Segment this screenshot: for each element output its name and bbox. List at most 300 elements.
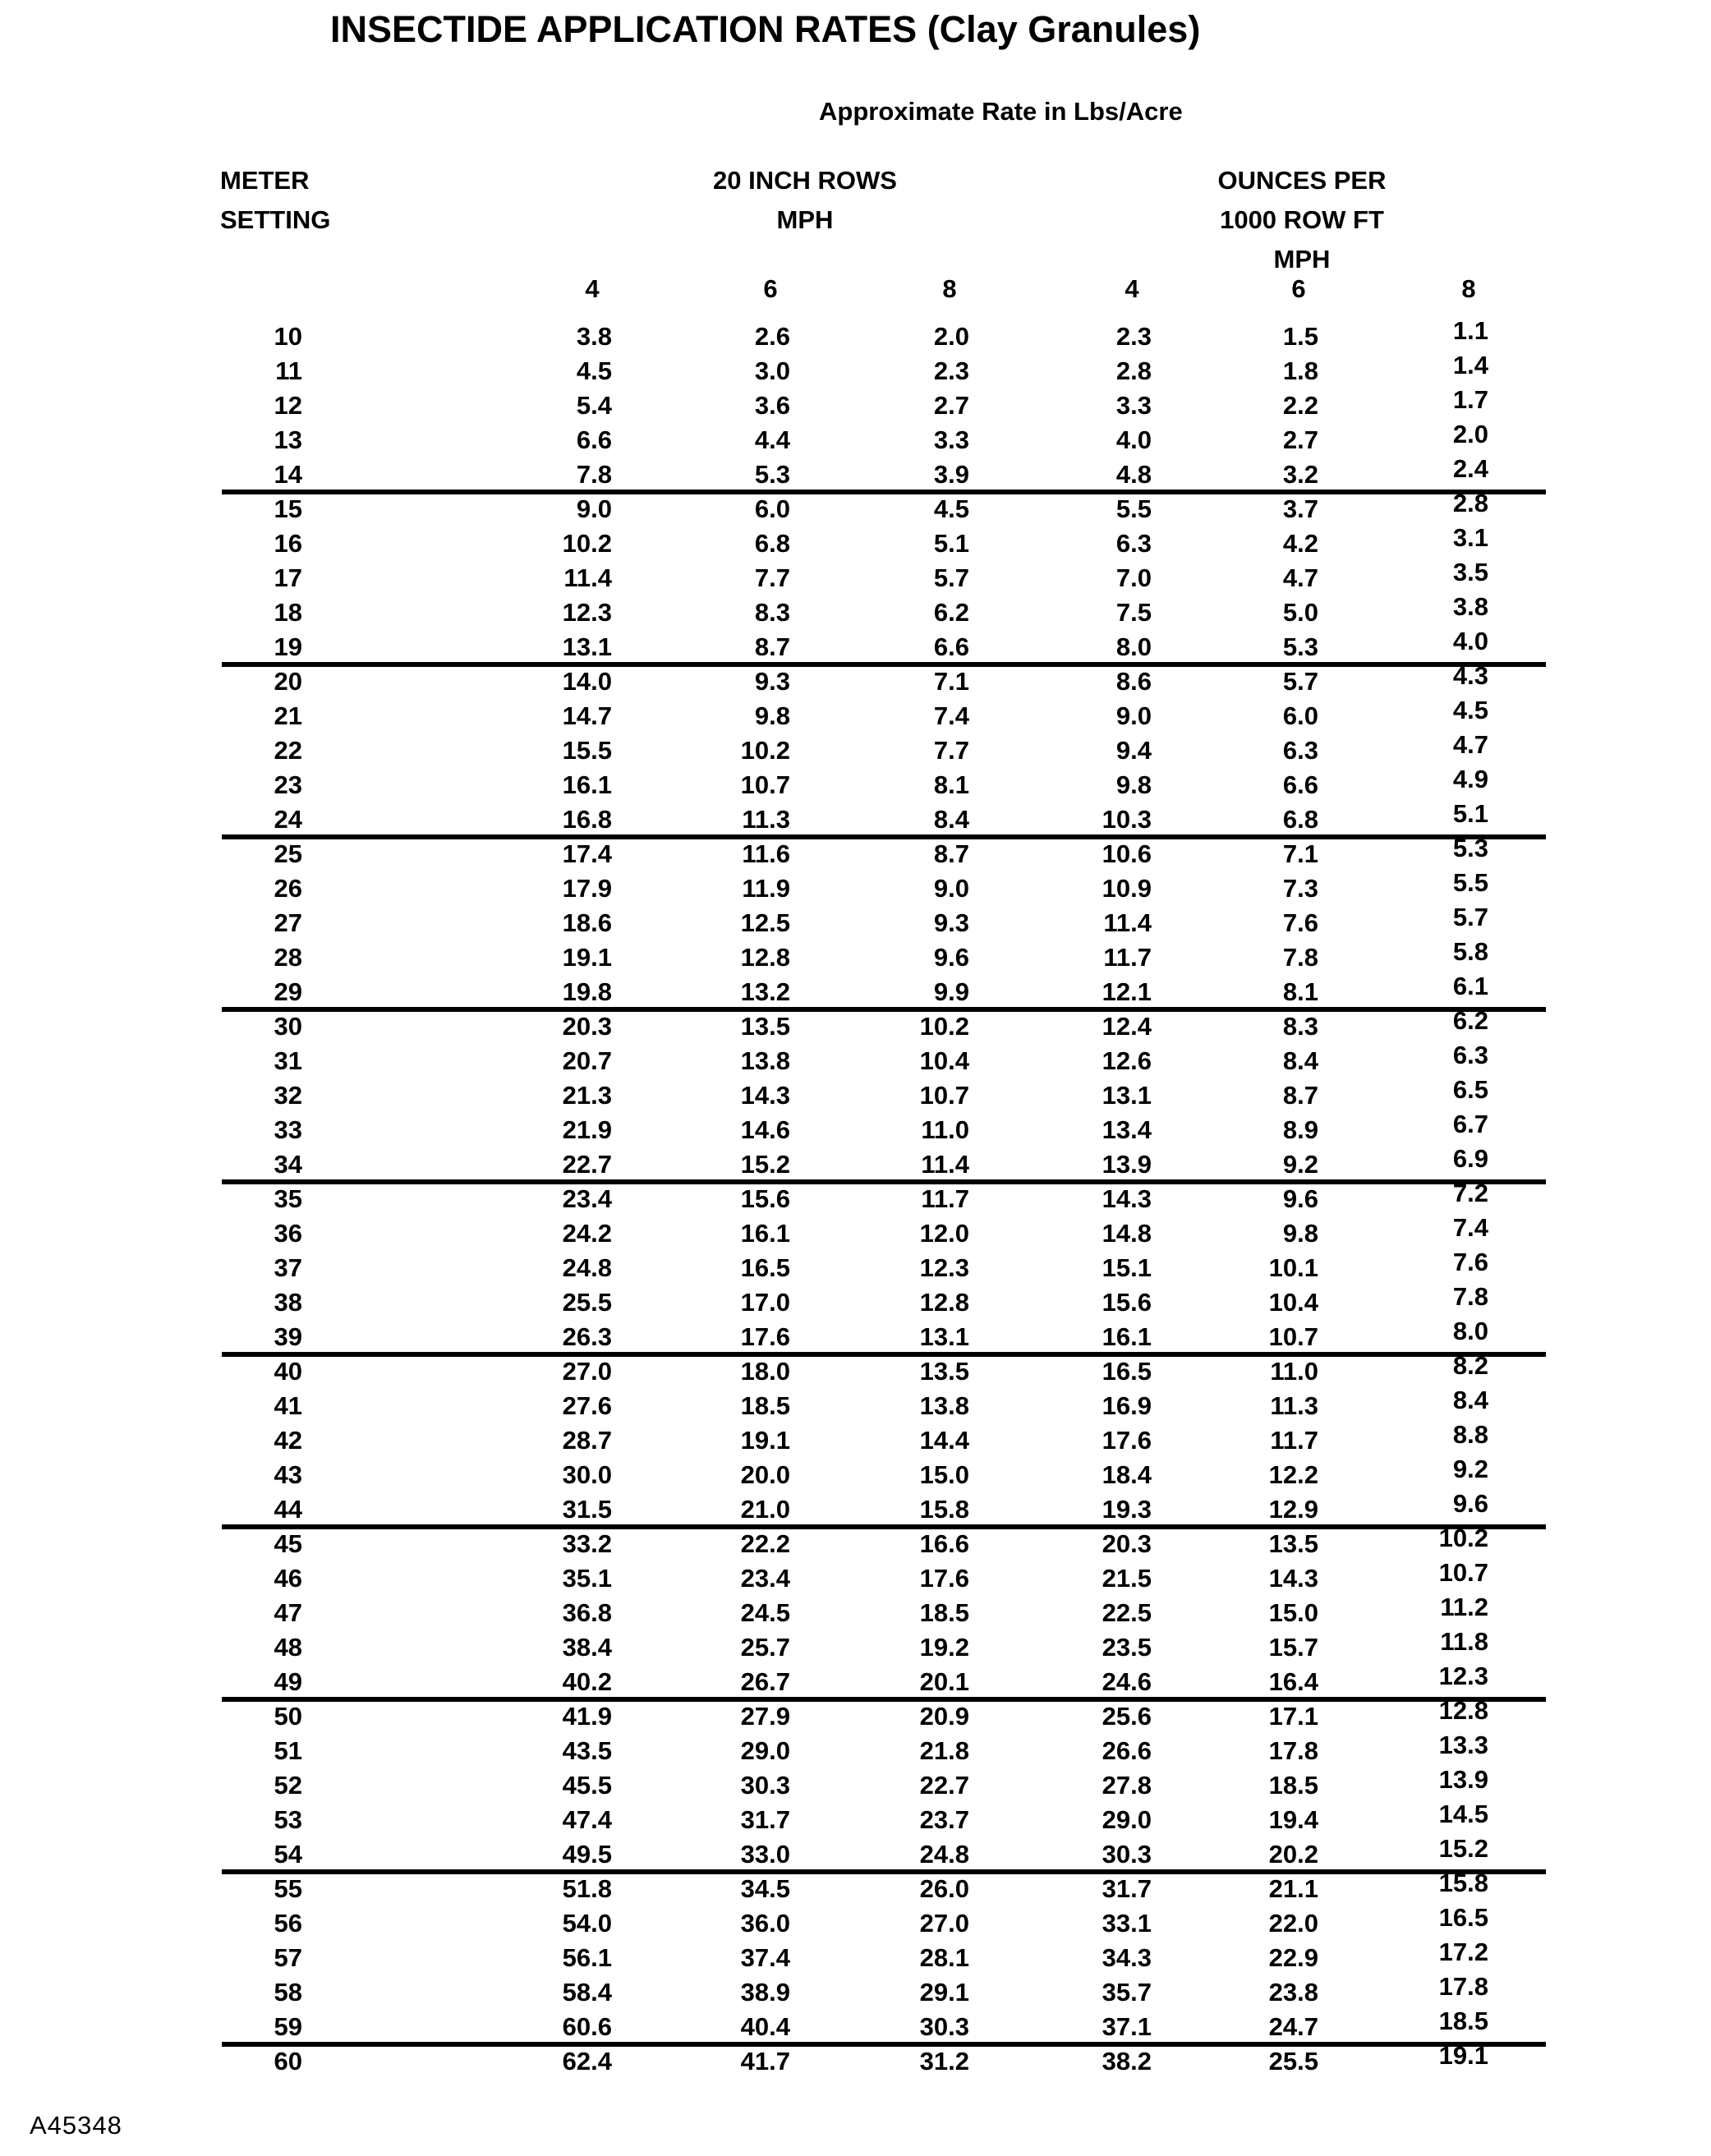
rate-value-cell: 62.4 xyxy=(562,2047,612,2076)
rate-value-cell: 18.0 xyxy=(740,1357,790,1386)
rate-value-cell: 12.8 xyxy=(1438,1696,1488,1725)
rate-value-cell: 5.7 xyxy=(933,563,969,592)
rate-value-cell: 3.0 xyxy=(754,356,790,385)
meter-setting-cell: 15 xyxy=(274,494,302,523)
rate-value-cell: 9.3 xyxy=(754,667,790,696)
meter-setting-cell: 45 xyxy=(274,1529,302,1558)
meter-setting-cell: 49 xyxy=(274,1667,302,1696)
rate-value-cell: 4.5 xyxy=(933,494,969,523)
rate-value-cell: 6.0 xyxy=(1282,701,1318,730)
rate-value-cell: 8.0 xyxy=(1452,1317,1488,1345)
meter-setting-cell: 52 xyxy=(274,1771,302,1800)
group2-header-line2: 1000 ROW FT xyxy=(1220,205,1384,234)
rate-value-cell: 5.3 xyxy=(754,460,790,489)
rate-value-cell: 22.7 xyxy=(562,1150,612,1179)
rate-value-cell: 7.5 xyxy=(1115,598,1152,627)
rate-value-cell: 2.8 xyxy=(1452,489,1488,517)
rate-value-cell: 11.3 xyxy=(1270,1391,1318,1420)
rate-value-cell: 12.8 xyxy=(740,943,790,972)
rate-value-cell: 5.0 xyxy=(1282,598,1318,627)
rate-value-cell: 6.1 xyxy=(1452,972,1488,1000)
rate-value-cell: 10.2 xyxy=(1438,1524,1488,1552)
speed-header-mph-6-oz: 6 xyxy=(1291,274,1306,303)
group1-header-line2: MPH xyxy=(776,205,834,234)
rate-value-cell: 18.5 xyxy=(740,1391,790,1420)
meter-setting-cell: 38 xyxy=(274,1288,302,1317)
meter-setting-cell: 46 xyxy=(274,1564,302,1593)
rate-value-cell: 2.8 xyxy=(1115,356,1152,385)
rate-value-cell: 19.2 xyxy=(919,1633,969,1662)
rate-value-cell: 12.6 xyxy=(1102,1046,1152,1075)
rate-value-cell: 8.1 xyxy=(933,770,969,799)
rate-value-cell: 4.5 xyxy=(576,356,612,385)
rate-value-cell: 8.7 xyxy=(754,632,790,661)
rate-value-cell: 16.8 xyxy=(562,805,612,834)
rate-value-cell: 37.1 xyxy=(1102,2012,1152,2041)
rate-value-cell: 10.7 xyxy=(1438,1558,1488,1587)
rate-value-cell: 9.2 xyxy=(1282,1150,1318,1179)
table-subtitle: Approximate Rate in Lbs/Acre xyxy=(819,97,1183,126)
rate-value-cell: 30.0 xyxy=(562,1460,612,1489)
rate-value-cell: 19.3 xyxy=(1102,1495,1152,1524)
rate-value-cell: 14.8 xyxy=(1102,1219,1152,1248)
rate-value-cell: 4.0 xyxy=(1452,627,1488,655)
rate-value-cell: 13.4 xyxy=(1102,1115,1152,1144)
rate-value-cell: 9.6 xyxy=(1282,1184,1318,1213)
rate-value-cell: 38.2 xyxy=(1102,2047,1152,2076)
rate-value-cell: 6.8 xyxy=(1282,805,1318,834)
rate-value-cell: 6.9 xyxy=(1452,1144,1488,1173)
meter-setting-cell: 26 xyxy=(274,874,302,903)
rate-value-cell: 4.5 xyxy=(1452,696,1488,724)
document-code: A45348 xyxy=(30,2111,122,2140)
rate-value-cell: 58.4 xyxy=(562,1978,612,2007)
rate-value-cell: 13.1 xyxy=(919,1322,969,1351)
rate-value-cell: 12.2 xyxy=(1268,1460,1318,1489)
rate-value-cell: 12.4 xyxy=(1102,1012,1152,1041)
rate-value-cell: 24.5 xyxy=(740,1598,790,1627)
meter-setting-cell: 18 xyxy=(274,598,302,627)
meter-setting-cell: 47 xyxy=(274,1598,302,1627)
rate-value-cell: 7.7 xyxy=(933,736,969,765)
meter-setting-cell: 44 xyxy=(274,1495,302,1524)
rate-value-cell: 8.7 xyxy=(1282,1081,1318,1110)
rate-value-cell: 13.2 xyxy=(740,977,790,1006)
rate-value-cell: 15.7 xyxy=(1268,1633,1318,1662)
rate-value-cell: 22.2 xyxy=(740,1529,790,1558)
meter-setting-cell: 57 xyxy=(274,1943,302,1972)
rate-value-cell: 8.0 xyxy=(1115,632,1152,661)
rate-value-cell: 14.7 xyxy=(562,701,612,730)
rate-value-cell: 6.6 xyxy=(933,632,969,661)
rate-value-cell: 13.8 xyxy=(919,1391,969,1420)
rate-value-cell: 2.0 xyxy=(1452,420,1488,448)
rate-value-cell: 23.5 xyxy=(1102,1633,1152,1662)
rate-value-cell: 20.3 xyxy=(1102,1529,1152,1558)
rate-value-cell: 25.7 xyxy=(740,1633,790,1662)
rate-value-cell: 29.0 xyxy=(740,1736,790,1765)
rate-value-cell: 6.0 xyxy=(754,494,790,523)
rate-value-cell: 12.0 xyxy=(919,1219,969,1248)
meter-setting-cell: 37 xyxy=(274,1253,302,1282)
rate-value-cell: 11.6 xyxy=(742,839,790,868)
rate-value-cell: 5.8 xyxy=(1452,937,1488,966)
rate-value-cell: 27.0 xyxy=(562,1357,612,1386)
rate-value-cell: 35.7 xyxy=(1102,1978,1152,2007)
rate-value-cell: 38.4 xyxy=(562,1633,612,1662)
rate-value-cell: 16.9 xyxy=(1102,1391,1152,1420)
meter-setting-cell: 32 xyxy=(274,1081,302,1110)
meter-setting-cell: 41 xyxy=(274,1391,302,1420)
rate-value-cell: 14.6 xyxy=(740,1115,790,1144)
rate-value-cell: 10.7 xyxy=(1268,1322,1318,1351)
rate-value-cell: 10.7 xyxy=(919,1081,969,1110)
rate-value-cell: 15.6 xyxy=(740,1184,790,1213)
rate-value-cell: 7.3 xyxy=(1282,874,1318,903)
rate-value-cell: 22.5 xyxy=(1102,1598,1152,1627)
meter-header-line1: METER xyxy=(220,166,310,195)
table-body xyxy=(222,316,1546,2079)
meter-setting-cell: 29 xyxy=(274,977,302,1006)
rate-value-cell: 5.3 xyxy=(1452,834,1488,862)
rate-value-cell: 20.3 xyxy=(562,1012,612,1041)
rate-value-cell: 23.4 xyxy=(740,1564,790,1593)
rate-value-cell: 7.1 xyxy=(1282,839,1318,868)
rate-value-cell: 21.1 xyxy=(1268,1874,1318,1903)
speed-header-mph-6-lbs: 6 xyxy=(763,274,778,303)
rate-value-cell: 2.6 xyxy=(754,322,790,351)
meter-setting-cell: 24 xyxy=(274,805,302,834)
rate-value-cell: 24.8 xyxy=(919,1840,969,1869)
meter-setting-cell: 35 xyxy=(274,1184,302,1213)
rate-value-cell: 14.3 xyxy=(1268,1564,1318,1593)
rate-value-cell: 9.4 xyxy=(1115,736,1152,765)
rate-value-cell: 25.5 xyxy=(1268,2047,1318,2076)
rate-value-cell: 21.8 xyxy=(919,1736,969,1765)
rate-value-cell: 15.5 xyxy=(562,736,612,765)
rate-value-cell: 17.6 xyxy=(740,1322,790,1351)
rate-value-cell: 6.5 xyxy=(1452,1075,1488,1104)
rate-value-cell: 33.1 xyxy=(1102,1909,1152,1938)
meter-setting-cell: 20 xyxy=(274,667,302,696)
rate-value-cell: 1.7 xyxy=(1452,385,1488,414)
rate-value-cell: 37.4 xyxy=(740,1943,790,1972)
speed-header-mph-8-lbs: 8 xyxy=(942,274,957,303)
rate-value-cell: 6.2 xyxy=(1452,1006,1488,1035)
rate-value-cell: 6.2 xyxy=(933,598,969,627)
rate-value-cell: 35.1 xyxy=(562,1564,612,1593)
rate-value-cell: 7.7 xyxy=(754,563,790,592)
rate-value-cell: 16.1 xyxy=(1102,1322,1152,1351)
rate-value-cell: 15.2 xyxy=(740,1150,790,1179)
rate-value-cell: 11.8 xyxy=(1440,1627,1488,1656)
rate-value-cell: 13.5 xyxy=(1268,1529,1318,1558)
rate-value-cell: 2.4 xyxy=(1452,454,1488,483)
rate-value-cell: 21.0 xyxy=(740,1495,790,1524)
lbs-per-acre-group-header xyxy=(713,161,897,240)
rate-value-cell: 8.6 xyxy=(1115,667,1152,696)
rate-value-cell: 12.5 xyxy=(740,908,790,937)
rate-value-cell: 2.7 xyxy=(933,391,969,420)
rate-value-cell: 60.6 xyxy=(562,2012,612,2041)
rate-value-cell: 51.8 xyxy=(562,1874,612,1903)
rate-value-cell: 9.0 xyxy=(1115,701,1152,730)
rate-value-cell: 22.9 xyxy=(1268,1943,1318,1972)
rate-value-cell: 23.4 xyxy=(562,1184,612,1213)
rate-value-cell: 13.8 xyxy=(740,1046,790,1075)
rate-value-cell: 3.3 xyxy=(1115,391,1152,420)
rate-value-cell: 3.7 xyxy=(1282,494,1318,523)
rate-value-cell: 11.4 xyxy=(1103,908,1152,937)
rate-value-cell: 10.6 xyxy=(1102,839,1152,868)
meter-setting-cell: 19 xyxy=(274,632,302,661)
meter-setting-cell: 25 xyxy=(274,839,302,868)
rate-value-cell: 27.6 xyxy=(562,1391,612,1420)
meter-setting-cell: 58 xyxy=(274,1978,302,2007)
rate-value-cell: 17.8 xyxy=(1438,1972,1488,2001)
rate-value-cell: 15.1 xyxy=(1102,1253,1152,1282)
meter-setting-cell: 28 xyxy=(274,943,302,972)
rate-value-cell: 28.1 xyxy=(919,1943,969,1972)
rate-value-cell: 6.3 xyxy=(1452,1041,1488,1069)
rate-value-cell: 17.1 xyxy=(1268,1702,1318,1731)
rate-value-cell: 9.8 xyxy=(1115,770,1152,799)
rate-value-cell: 10.3 xyxy=(1102,805,1152,834)
rate-value-cell: 33.2 xyxy=(562,1529,612,1558)
rate-value-cell: 47.4 xyxy=(562,1805,612,1834)
meter-setting-cell: 21 xyxy=(274,701,302,730)
rate-value-cell: 11.7 xyxy=(921,1184,969,1213)
rate-value-cell: 23.8 xyxy=(1268,1978,1318,2007)
rate-value-cell: 7.0 xyxy=(1115,563,1152,592)
rate-value-cell: 6.3 xyxy=(1115,529,1152,558)
rate-value-cell: 8.3 xyxy=(754,598,790,627)
rate-value-cell: 19.4 xyxy=(1268,1805,1318,1834)
rate-value-cell: 49.5 xyxy=(562,1840,612,1869)
rate-value-cell: 12.3 xyxy=(1438,1662,1488,1690)
rate-value-cell: 26.6 xyxy=(1102,1736,1152,1765)
rate-value-cell: 8.8 xyxy=(1452,1420,1488,1449)
rate-value-cell: 6.3 xyxy=(1282,736,1318,765)
rate-value-cell: 6.7 xyxy=(1452,1110,1488,1138)
rate-value-cell: 5.7 xyxy=(1452,903,1488,931)
rate-value-cell: 25.6 xyxy=(1102,1702,1152,1731)
rate-value-cell: 19.1 xyxy=(740,1426,790,1455)
rate-value-cell: 9.2 xyxy=(1452,1455,1488,1483)
rate-value-cell: 3.6 xyxy=(754,391,790,420)
rate-value-cell: 16.4 xyxy=(1268,1667,1318,1696)
rate-value-cell: 20.7 xyxy=(562,1046,612,1075)
meter-setting-cell: 36 xyxy=(274,1219,302,1248)
rate-value-cell: 5.7 xyxy=(1282,667,1318,696)
rate-value-cell: 7.6 xyxy=(1452,1248,1488,1276)
rate-value-cell: 9.3 xyxy=(933,908,969,937)
rate-value-cell: 20.0 xyxy=(740,1460,790,1489)
meter-setting-cell: 43 xyxy=(274,1460,302,1489)
rate-value-cell: 6.6 xyxy=(1282,770,1318,799)
rate-value-cell: 2.3 xyxy=(933,356,969,385)
rate-value-cell: 22.0 xyxy=(1268,1909,1318,1938)
meter-setting-cell: 56 xyxy=(274,1909,302,1938)
rate-value-cell: 7.4 xyxy=(1452,1213,1488,1242)
rate-value-cell: 11.9 xyxy=(742,874,790,903)
group2-header-line1: OUNCES PER xyxy=(1217,166,1387,195)
rate-value-cell: 16.5 xyxy=(1102,1357,1152,1386)
rate-value-cell: 10.2 xyxy=(562,529,612,558)
rate-value-cell: 11.4 xyxy=(563,563,612,592)
rate-value-cell: 36.8 xyxy=(562,1598,612,1627)
rate-value-cell: 19.1 xyxy=(1438,2041,1488,2070)
rate-value-cell: 8.1 xyxy=(1282,977,1318,1006)
rate-value-cell: 30.3 xyxy=(740,1771,790,1800)
rate-value-cell: 11.7 xyxy=(1103,943,1152,972)
meter-setting-cell: 31 xyxy=(274,1046,302,1075)
rate-value-cell: 15.8 xyxy=(1438,1869,1488,1897)
rate-value-cell: 26.0 xyxy=(919,1874,969,1903)
rate-value-cell: 21.3 xyxy=(562,1081,612,1110)
rate-value-cell: 11.2 xyxy=(1440,1593,1488,1621)
rate-value-cell: 18.4 xyxy=(1102,1460,1152,1489)
rate-value-cell: 23.7 xyxy=(919,1805,969,1834)
meter-setting-cell: 54 xyxy=(274,1840,302,1869)
rate-value-cell: 10.2 xyxy=(919,1012,969,1041)
rate-value-cell: 3.8 xyxy=(576,322,612,351)
rate-value-cell: 8.4 xyxy=(1282,1046,1318,1075)
rate-value-cell: 4.7 xyxy=(1282,563,1318,592)
rate-value-cell: 22.7 xyxy=(919,1771,969,1800)
rate-value-cell: 5.5 xyxy=(1115,494,1152,523)
rate-value-cell: 17.0 xyxy=(740,1288,790,1317)
rate-value-cell: 9.6 xyxy=(933,943,969,972)
rate-value-cell: 20.1 xyxy=(919,1667,969,1696)
rate-value-cell: 4.0 xyxy=(1115,425,1152,454)
rate-value-cell: 20.9 xyxy=(919,1702,969,1731)
rate-value-cell: 18.5 xyxy=(1268,1771,1318,1800)
rate-value-cell: 24.8 xyxy=(562,1253,612,1282)
rate-value-cell: 10.9 xyxy=(1102,874,1152,903)
rate-value-cell: 3.5 xyxy=(1452,558,1488,586)
rate-value-cell: 4.8 xyxy=(1115,460,1152,489)
rate-value-cell: 6.6 xyxy=(576,425,612,454)
rate-value-cell: 8.9 xyxy=(1282,1115,1318,1144)
rate-value-cell: 15.6 xyxy=(1102,1288,1152,1317)
rate-value-cell: 1.1 xyxy=(1452,316,1488,345)
rate-value-cell: 30.3 xyxy=(919,2012,969,2041)
rate-value-cell: 9.9 xyxy=(933,977,969,1006)
rate-value-cell: 7.8 xyxy=(576,460,612,489)
table-row xyxy=(222,2041,1546,2079)
rate-value-cell: 12.3 xyxy=(919,1253,969,1282)
rate-value-cell: 10.2 xyxy=(740,736,790,765)
rate-value-cell: 9.0 xyxy=(576,494,612,523)
rate-value-cell: 10.7 xyxy=(740,770,790,799)
rate-value-cell: 15.0 xyxy=(919,1460,969,1489)
rate-value-cell: 5.4 xyxy=(576,391,612,420)
ounces-per-row-ft-group-header xyxy=(1218,161,1387,279)
rate-value-cell: 9.0 xyxy=(933,874,969,903)
rate-value-cell: 31.7 xyxy=(1102,1874,1152,1903)
rate-value-cell: 20.2 xyxy=(1268,1840,1318,1869)
rate-value-cell: 17.4 xyxy=(562,839,612,868)
rate-value-cell: 10.4 xyxy=(1268,1288,1318,1317)
meter-setting-cell: 42 xyxy=(274,1426,302,1455)
rate-value-cell: 1.4 xyxy=(1452,351,1488,379)
rate-value-cell: 7.2 xyxy=(1452,1179,1488,1207)
rate-value-cell: 38.9 xyxy=(740,1978,790,2007)
rate-value-cell: 16.1 xyxy=(740,1219,790,1248)
rate-value-cell: 7.8 xyxy=(1282,943,1318,972)
rate-value-cell: 11.0 xyxy=(921,1115,969,1144)
rate-value-cell: 25.5 xyxy=(562,1288,612,1317)
speed-header-mph-4-lbs: 4 xyxy=(585,274,600,303)
rate-value-cell: 21.5 xyxy=(1102,1564,1152,1593)
rate-value-cell: 24.7 xyxy=(1268,2012,1318,2041)
rate-value-cell: 9.6 xyxy=(1452,1489,1488,1518)
rate-value-cell: 14.0 xyxy=(562,667,612,696)
rate-value-cell: 15.2 xyxy=(1438,1834,1488,1863)
rate-value-cell: 12.3 xyxy=(562,598,612,627)
rate-value-cell: 1.5 xyxy=(1282,322,1318,351)
meter-setting-cell: 55 xyxy=(274,1874,302,1903)
rate-value-cell: 34.3 xyxy=(1102,1943,1152,1972)
rate-value-cell: 7.8 xyxy=(1452,1282,1488,1311)
meter-setting-cell: 51 xyxy=(274,1736,302,1765)
speed-header-mph-4-oz: 4 xyxy=(1125,274,1139,303)
rate-value-cell: 41.9 xyxy=(562,1702,612,1731)
rate-value-cell: 5.3 xyxy=(1282,632,1318,661)
rate-value-cell: 16.1 xyxy=(562,770,612,799)
rate-value-cell: 33.0 xyxy=(740,1840,790,1869)
group1-header-line1: 20 INCH ROWS xyxy=(713,166,897,195)
rate-value-cell: 19.8 xyxy=(562,977,612,1006)
rate-value-cell: 7.1 xyxy=(933,667,969,696)
rate-value-cell: 36.0 xyxy=(740,1909,790,1938)
rate-value-cell: 8.7 xyxy=(933,839,969,868)
rate-value-cell: 31.5 xyxy=(562,1495,612,1524)
rate-value-cell: 13.3 xyxy=(1438,1731,1488,1759)
rate-value-cell: 45.5 xyxy=(562,1771,612,1800)
rate-value-cell: 1.8 xyxy=(1282,356,1318,385)
rate-value-cell: 13.1 xyxy=(1102,1081,1152,1110)
rate-value-cell: 26.3 xyxy=(562,1322,612,1351)
rate-value-cell: 17.6 xyxy=(1102,1426,1152,1455)
rate-value-cell: 4.4 xyxy=(754,425,790,454)
rate-value-cell: 14.3 xyxy=(1102,1184,1152,1213)
rate-value-cell: 40.2 xyxy=(562,1667,612,1696)
rate-value-cell: 7.4 xyxy=(933,701,969,730)
rate-value-cell: 3.8 xyxy=(1452,592,1488,621)
rate-value-cell: 11.7 xyxy=(1270,1426,1318,1455)
rate-value-cell: 16.5 xyxy=(740,1253,790,1282)
rate-value-cell: 4.9 xyxy=(1452,765,1488,793)
rate-value-cell: 5.5 xyxy=(1452,868,1488,897)
rate-value-cell: 9.8 xyxy=(754,701,790,730)
meter-header-line2: SETTING xyxy=(220,205,331,234)
rate-value-cell: 12.9 xyxy=(1268,1495,1318,1524)
rate-value-cell: 2.7 xyxy=(1282,425,1318,454)
meter-setting-cell: 39 xyxy=(274,1322,302,1351)
rate-value-cell: 26.7 xyxy=(740,1667,790,1696)
rate-value-cell: 14.3 xyxy=(740,1081,790,1110)
rate-value-cell: 5.1 xyxy=(1452,799,1488,828)
rate-value-cell: 11.0 xyxy=(1270,1357,1318,1386)
meter-setting-cell: 22 xyxy=(274,736,302,765)
rate-value-cell: 17.6 xyxy=(919,1564,969,1593)
rate-value-cell: 21.9 xyxy=(562,1115,612,1144)
meter-setting-cell: 10 xyxy=(274,322,302,351)
rate-value-cell: 27.9 xyxy=(740,1702,790,1731)
meter-setting-cell: 40 xyxy=(274,1357,302,1386)
